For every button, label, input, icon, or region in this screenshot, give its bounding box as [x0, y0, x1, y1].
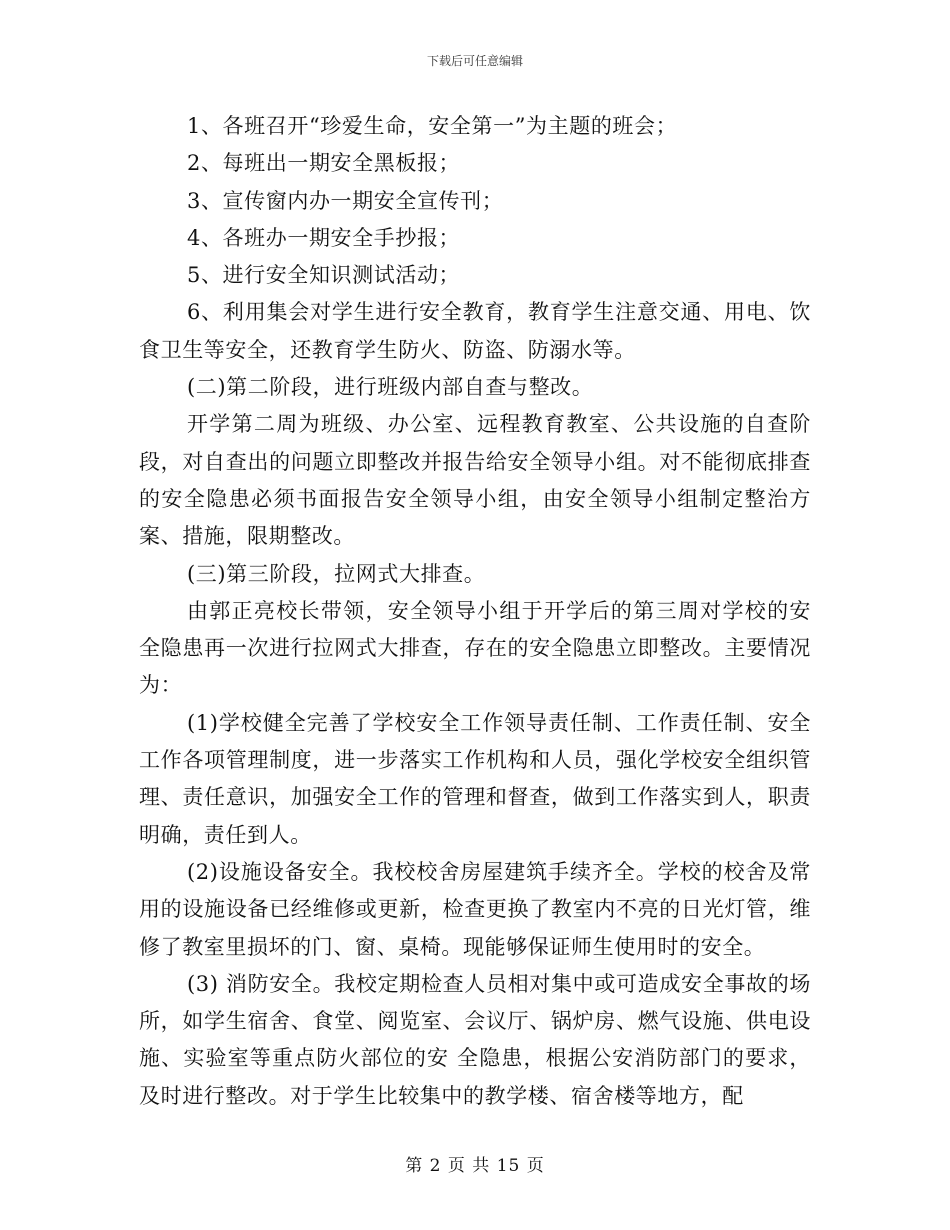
page-header-note: 下载后可任意编辑 — [426, 54, 523, 68]
paragraph: 4、各班办一期安全手抄报； — [187, 225, 461, 250]
paragraph: 3、宣传窗内办一期安全宣传刊； — [187, 188, 504, 213]
paragraph: (三)第三阶段，拉网式大排查。 — [187, 561, 486, 586]
page-number-footer: 第 2 页 共 15 页 — [405, 1156, 545, 1176]
paragraph: (3) 消防安全。我校定期检查人员相对集中或可造成安全事故的场所，如学生宿舍、食堂、阅览室、会议厅、锅炉房、燃气设施、供电设施、实验室等重点防火部位的安 全隐患，根据公安消防部门的要求，及时进行整改。对于学生比较集中的教学楼、宿舍楼等地方，配 — [139, 971, 811, 1108]
paragraph: (二)第二阶段，进行班级内部自查与整改。 — [187, 375, 594, 400]
paragraph: 1、各班召开“珍爱生命，安全第一”为主题的班会； — [187, 114, 678, 138]
paragraph: (2)设施设备安全。我校校舍房屋建筑手续齐全。学校的校舍及常用的设施设备已经维修或更新，检查更换了教室内不亮的日光灯管，维修了教室里损坏的门、窗、桌椅。现能够保证师生使用时的安全。 — [139, 859, 811, 959]
paragraph: 开学第二周为班级、办公室、远程教育教室、公共设施的自查阶段，对自查出的问题立即整改并报告给安全领导小组。对不能彻底排查的安全隐患必须书面报告安全领导小组，由安全领导小组制定整治方案、措施，限期整改。 — [139, 412, 811, 549]
paragraph: 5、进行安全知识测试活动； — [187, 263, 461, 288]
paragraph: 由郭正亮校长带领，安全领导小组于开学后的第三周对学校的安全隐患再一次进行拉网式大排查，存在的安全隐患立即整改。主要情况为： — [139, 598, 811, 698]
paragraph: (1)学校健全完善了学校安全工作领导责任制、工作责任制、安全工作各项管理制度，进一步落实工作机构和人员，强化学校安全组织管理、责任意识，加强安全工作的管理和督查，做到工作落实到人，职责明确，责任到人。 — [139, 710, 811, 847]
document-body — [139, 108, 811, 1115]
paragraph: 2、每班出一期安全黑板报； — [187, 151, 461, 176]
paragraph: 6、利用集会对学生进行安全教育，教育学生注意交通、用电、饮食卫生等安全，还教育学生防火、防盗、防溺水等。 — [139, 300, 811, 362]
